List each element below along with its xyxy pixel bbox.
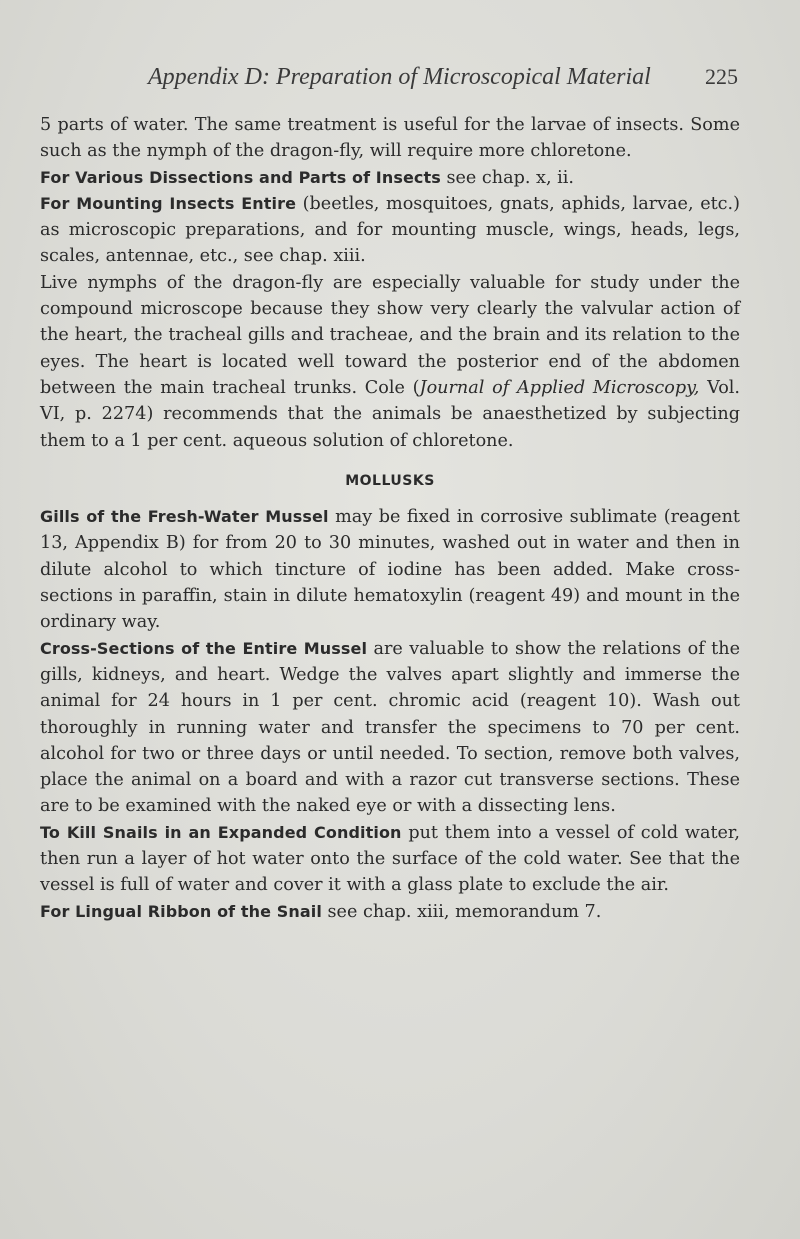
paragraph-text: (beetles, mosquitoes, gnats, aphids, larvae, etc.) as microscopic preparations, and for mounting muscle, wings, heads, legs, scales, antennae, etc., see chap. xiii. bbox=[40, 193, 740, 267]
paragraph-mounting-insects bbox=[40, 191, 740, 270]
paragraph-mussel-sections bbox=[40, 636, 740, 820]
page-number: 225 bbox=[705, 64, 738, 89]
paragraph-text: Vol. VI, p. 2274) recommends that the animals be anaesthetized by subjecting them to a 1 per cent. aqueous solution of chloretone. bbox=[40, 377, 741, 451]
run-in-heading: For Various Dissections and Parts of Insects bbox=[40, 167, 441, 187]
paragraph-text: see chap. xiii, memorandum 7. bbox=[321, 901, 602, 922]
page-body bbox=[40, 112, 740, 925]
paragraph-kill-snails bbox=[40, 820, 740, 899]
running-header bbox=[148, 64, 738, 91]
paragraph-lingual-ribbon bbox=[40, 899, 740, 925]
paragraph-text: may be fixed in corrosive sublimate (reagent 13, Appendix B) for from 20 to 30 minutes, washed out in water and then in dilute alcohol to which tincture of iodine has been added. Make cross-sections in paraffin, stain in dilute hematoxylin (reagent 49) and mount in the ordinary way. bbox=[40, 507, 741, 633]
running-title: Appendix D: Preparation of Microscopical Material bbox=[148, 64, 651, 90]
paragraph-text: are valuable to show the relations of the gills, kidneys, and heart. Wedge the valves apart slightly and immerse the animal for 24 hours in 1 per cent. chromic acid (reagent 10). Wash out thoroughly in running water and transfer the specimens to 70 per cent. alcohol for two or three days or until needed. To section, remove both valves, place the animal on a board and with a razor cut transverse sections. These are to be examined with the naked eye or with a dissecting lens. bbox=[40, 638, 740, 817]
paragraph-dissections bbox=[40, 165, 740, 191]
section-heading: MOLLUSKS bbox=[345, 472, 435, 489]
run-in-heading: For Lingual Ribbon of the Snail bbox=[40, 901, 322, 921]
paragraph-text: 5 parts of water. The same treatment is useful for the larvae of insects. Some such as the nymph of the dragon-fly, will require more chloretone. bbox=[40, 115, 740, 162]
run-in-heading: Cross-Sections of the Entire Mussel bbox=[40, 638, 368, 658]
paragraph-text: put them into a vessel of cold water, then run a layer of hot water onto the surface of the cold water. See that the vessel is full of water and cover it with a glass plate to exclude the air. bbox=[40, 822, 740, 896]
paragraph-continued bbox=[40, 112, 740, 165]
paragraph-mussel-gills bbox=[40, 504, 740, 635]
paragraph-text: Live nymphs of the dragon-fly are especially valuable for study under the compound microscope because they show very clearly the valvular action of the heart, the tracheal gills and tracheae, and the brain and its relation to the eyes. The heart is located well toward the posterior end of the abdomen between the main tracheal trunks. Cole ( bbox=[40, 272, 740, 398]
run-in-heading: Gills of the Fresh-Water Mussel bbox=[40, 507, 329, 527]
run-in-heading: To Kill Snails in an Expanded Condition bbox=[40, 822, 402, 842]
paragraph-text: see chap. x, ii. bbox=[440, 167, 575, 188]
run-in-heading: For Mounting Insects Entire bbox=[40, 193, 297, 213]
paragraph-dragonfly-nymphs bbox=[40, 270, 740, 454]
journal-citation: Journal of Applied Microscopy, bbox=[419, 377, 700, 398]
